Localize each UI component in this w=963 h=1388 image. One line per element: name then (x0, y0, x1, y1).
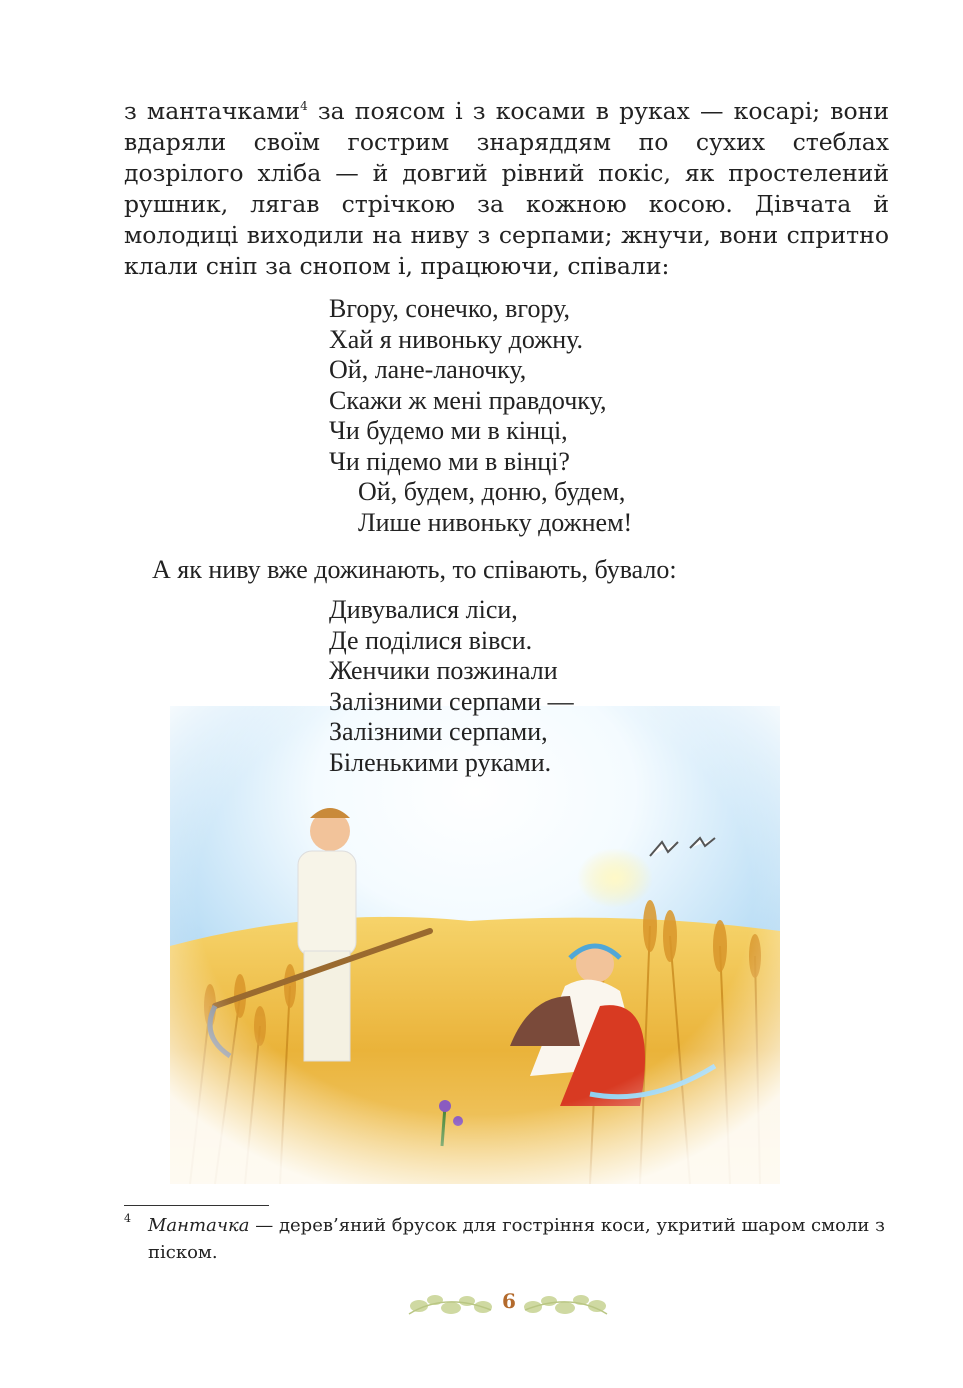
song-two-line: Біленькими руками. (329, 747, 552, 777)
song-one-line: Чи підемо ми в вінці? (329, 446, 570, 476)
song-one-line: Чи будемо ми в кінці, (329, 416, 568, 445)
song-one (329, 294, 789, 538)
paragraph-harvest (124, 96, 889, 282)
paragraph-rest: за поясом і з косами в руках — косарі; вони вдаряли своїм гострим знаряддям по сухих стеблах дозрілого хліба — й довгий рівний покіс, як простелений рушник, лягав стрічкою за кожною косою. Дівчата й молодиці виходили на ниву з серпами; жнучи, вони спритно клали сніп за снопом і, працюючи, співали: (124, 97, 889, 280)
song-one-line: Хай я нивоньку дожну. (329, 324, 584, 354)
song-one-line: Ой, лане-ланочку, (329, 355, 527, 384)
page-number-ornament (405, 1286, 611, 1324)
song-one-refrain-line: Ой, будем, доню, будем, (358, 477, 626, 506)
footnote-definition: — дерев’яний брусок для гостріння коси, укритий шаром смоли з піском. (148, 1215, 885, 1263)
footnote-reference[interactable]: 4 (300, 99, 308, 114)
footnote (124, 1212, 894, 1266)
song-two-line: Де поділися вівси. (329, 625, 533, 655)
song-two-line: Женчики позжинали (329, 656, 558, 685)
song-two-line: Дивувалися ліси, (329, 595, 518, 624)
paragraph-bridge: А як ниву вже дожинають, то співають, бувало: (152, 555, 677, 584)
paragraph-start: з мантачками (124, 97, 301, 125)
song-one-line: Вгору, сонечко, вгору, (329, 294, 570, 323)
song-two (329, 595, 789, 778)
song-two-line: Залізними серпами, (329, 717, 548, 746)
song-one-refrain-line: Лише нивоньку дожнем! (358, 507, 633, 537)
page-number: 6 (502, 1289, 516, 1313)
footnote-text (124, 1212, 894, 1266)
footnote-number: 4 (124, 1212, 131, 1225)
footnote-divider (124, 1205, 269, 1206)
footnote-term: Мантачка (148, 1215, 250, 1236)
song-one-line: Скажи ж мені правдочку, (329, 385, 607, 415)
song-two-line: Залізними серпами — (329, 686, 574, 716)
